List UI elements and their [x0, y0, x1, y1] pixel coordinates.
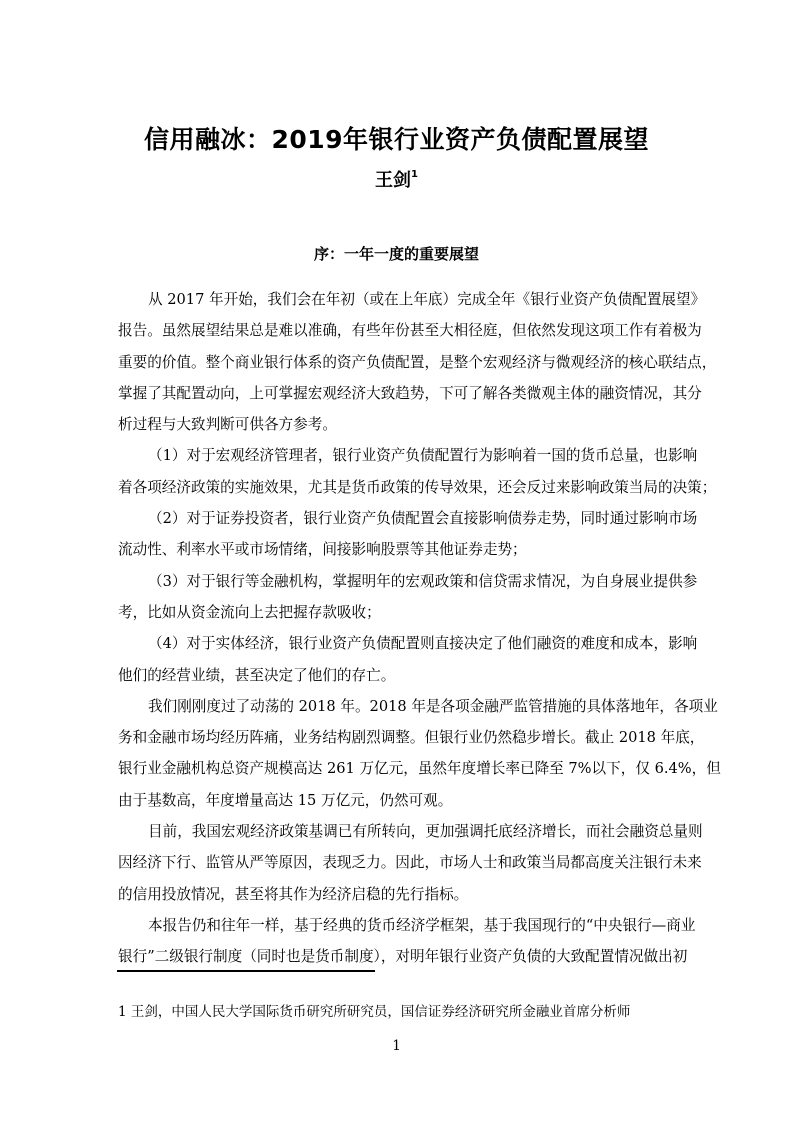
- text-line: 重要的价值。整个商业银行体系的资产负债配置，是整个宏观经济与微观经济的核心联结点，: [118, 353, 717, 371]
- text-line: 本报告仍和往年一样，基于经典的货币经济学框架，基于我国现行的“中央银行—商业: [148, 916, 696, 934]
- paragraph: [118, 571, 698, 634]
- text-line: 银行”二级银行制度（同时也是货币制度），对明年银行业资产负债的大致配置情况做出初: [118, 948, 688, 966]
- paragraph: [118, 289, 717, 445]
- text-line: 我们刚刚度过了动荡的 2018 年。2018 年是各项金融严监管措施的具体落地年，各项业: [148, 697, 718, 715]
- paragraph: [118, 633, 698, 696]
- text-line: （4）对于实体经济，银行业资产负债配置则直接决定了他们融资的难度和成本，影响: [148, 635, 698, 653]
- paragraph: [118, 915, 696, 978]
- text-line: 因经济下行、监管从严等原因，表现乏力。因此，市场人士和政策当局都高度关注银行未来: [118, 854, 702, 872]
- text-line: 从 2017 年开始，我们会在年初（或在上年底）完成全年《银行业资产负债配置展望》: [148, 291, 706, 308]
- paragraph: [118, 508, 698, 571]
- text-line: 掌握了其配置动向，上可掌握宏观经济大致趋势，下可了解各类微观主体的融资情况，其分: [118, 384, 702, 402]
- text-line: 考，比如从资金流向上去把握存款吸收；: [118, 603, 381, 621]
- text-line: 析过程与大致判断可供各方参考。: [118, 416, 337, 434]
- footnote-mark[interactable]: 1: [411, 169, 418, 180]
- text-line: （2）对于证券投资者，银行业资产负债配置会直接影响债券走势，同时通过影响市场: [148, 510, 698, 528]
- footnote-separator: [117, 970, 375, 972]
- text-line: 着各项经济政策的实施效果，尤其是货币政策的传导效果，还会反过来影响政策当局的决策；: [118, 478, 717, 496]
- footnote: 1 王剑，中国人民大学国际货币研究所研究员，国信证券经济研究所金融业首席分析师: [118, 1004, 631, 1020]
- author-name: 王剑: [375, 170, 412, 191]
- page-number: 1: [392, 1038, 401, 1054]
- text-line: 报告。虽然展望结果总是难以准确，有些年份甚至大相径庭，但依然发现这项工作有着极为: [118, 322, 702, 340]
- section-heading: 序：一年一度的重要展望: [313, 245, 479, 263]
- body-text: [118, 289, 721, 978]
- text-line: 他们的经营业绩，甚至决定了他们的存亡。: [118, 666, 396, 684]
- document-title: 信用融冰：2019年银行业资产负债配置展望: [143, 125, 650, 154]
- text-line: 目前，我国宏观经济政策基调已有所转向，更加强调托底经济增长，而社会融资总量则: [148, 823, 703, 841]
- text-line: （1）对于宏观经济管理者，银行业资产负债配置行为影响着一国的货币总量，也影响: [148, 447, 698, 465]
- text-line: 流动性、利率水平或市场情绪，间接影响股票等其他证券走势；: [118, 541, 527, 559]
- paragraph: [118, 696, 721, 821]
- paragraph: [118, 821, 703, 915]
- text-line: 由于基数高，年度增量高达 15 万亿元，仍然可观。: [118, 791, 453, 809]
- text-line: 务和金融市场均经历阵痛，业务结构剧烈调整。但银行业仍然稳步增长。截止 2018 年底，: [118, 729, 705, 747]
- paragraph: [118, 445, 717, 508]
- author-line: [0, 166, 793, 192]
- text-line: 的信用投放情况，甚至将其作为经济启稳的先行指标。: [118, 885, 469, 903]
- text-line: 银行业金融机构总资产规模高达 261 万亿元，虽然年度增长率已降至 7%以下，仅 6.4%，但: [118, 760, 721, 778]
- text-line: （3）对于银行等金融机构，掌握明年的宏观政策和信贷需求情况，为自身展业提供参: [148, 572, 698, 590]
